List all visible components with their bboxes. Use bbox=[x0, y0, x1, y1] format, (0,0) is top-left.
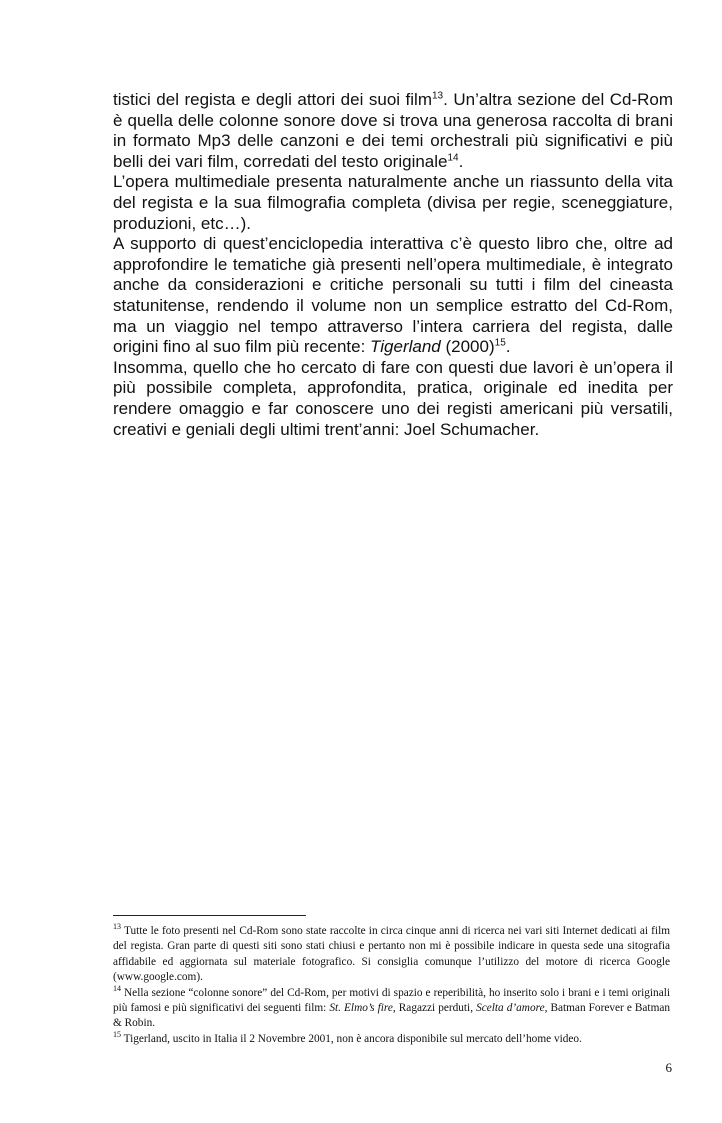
film-title-st-elmos-fire: St. Elmo’s fire bbox=[329, 1002, 393, 1015]
footnotes bbox=[113, 924, 670, 1047]
page-number: 6 bbox=[665, 1060, 672, 1075]
footnote-14-number: 14 bbox=[113, 983, 121, 993]
footnote-separator bbox=[113, 915, 306, 916]
footnote-14-text-a: Nella sezione “colonne sonore” del Cd-Rom, per motivi di spazio e reperibilità, ho inserito solo i brani e i temi originali più famosi e più significativi dei seguenti film: bbox=[113, 986, 670, 1015]
footnote-14-text-c: , Batman Forever e Batman & Robin. bbox=[113, 1002, 671, 1030]
footnote-13-text: Tutte le foto presenti nel Cd-Rom sono state raccolte in circa cinque anni di ricerca nei vari siti Internet dedicati ai film del regista. Gran parte di questi siti sono stati chiusi e pertanto non mi è possibile indicare in questa sede una sitografia affidabile ed aggiornata sul materiale fotografico. Si consiglia comunque l’utilizzo del motore di ricerca Google (www.google.com). bbox=[113, 925, 670, 984]
paragraph-3-text-a: A supporto di quest’enciclopedia interattiva c’è questo libro che, oltre ad approfondire le tematiche già presenti nell’opera multimediale, è integrato anche da considerazioni e critiche personali su tutti i film del cineasta statunitense, rendendo il volume non un semplice estratto del Cd-Rom, ma un viaggio nel tempo attraverso l’intera carriera del regista, dalle origini fino al suo film più recente: bbox=[113, 234, 673, 357]
footnote-ref-15: 15 bbox=[494, 337, 506, 349]
footnote-15 bbox=[113, 1032, 670, 1047]
footnote-14 bbox=[113, 983, 671, 1032]
paragraph-1-text-a: tistici del regista e degli attori dei suoi film bbox=[113, 90, 432, 109]
footnote-15-text: Tigerland, uscito in Italia il 2 Novembre 2001, non è ancora disponibile sul mercato dell’home video. bbox=[121, 1032, 582, 1045]
film-title-tigerland: Tigerland bbox=[370, 337, 441, 357]
footnote-15-number: 15 bbox=[113, 1030, 121, 1040]
footnote-ref-13: 13 bbox=[432, 90, 444, 102]
footnote-13 bbox=[113, 924, 670, 986]
footnote-14-text-b: , Ragazzi perduti, bbox=[392, 1002, 477, 1015]
paragraph-1-text-c: . bbox=[458, 151, 464, 171]
paragraph-3 bbox=[113, 234, 673, 358]
paragraph-4: Insomma, quello che ho cercato di fare con questi due lavori è un’opera il più possibile completa, approfondita, pratica, originale ed inedita per rendere omaggio e far conoscere uno dei registi americani più versatili, creativi e geniali degli ultimi trent’anni: Joel Schumacher. bbox=[113, 357, 673, 439]
paragraph-1-text-b: . Un’altra sezione del Cd-Rom è quella delle colonne sonore dove si trova una generosa raccolta di brani in formato Mp3 delle canzoni e dei temi orchestrali più significativi e più belli dei vari film, corredati del testo originale bbox=[113, 90, 674, 171]
footnote-13-number: 13 bbox=[113, 922, 121, 932]
paragraph-3-text-b: (2000) bbox=[440, 337, 495, 357]
paragraph-3-text-c: . bbox=[505, 337, 511, 357]
main-text bbox=[113, 90, 673, 440]
film-title-scelta-damore: Scelta d’amore bbox=[476, 1002, 545, 1015]
paragraph-1 bbox=[113, 90, 673, 172]
footnote-ref-14: 14 bbox=[447, 152, 459, 164]
paragraph-2: L’opera multimediale presenta naturalmente anche un riassunto della vita del regista e la sua filmografia completa (divisa per regie, sceneggiature, produzioni, etc…). bbox=[113, 172, 673, 233]
